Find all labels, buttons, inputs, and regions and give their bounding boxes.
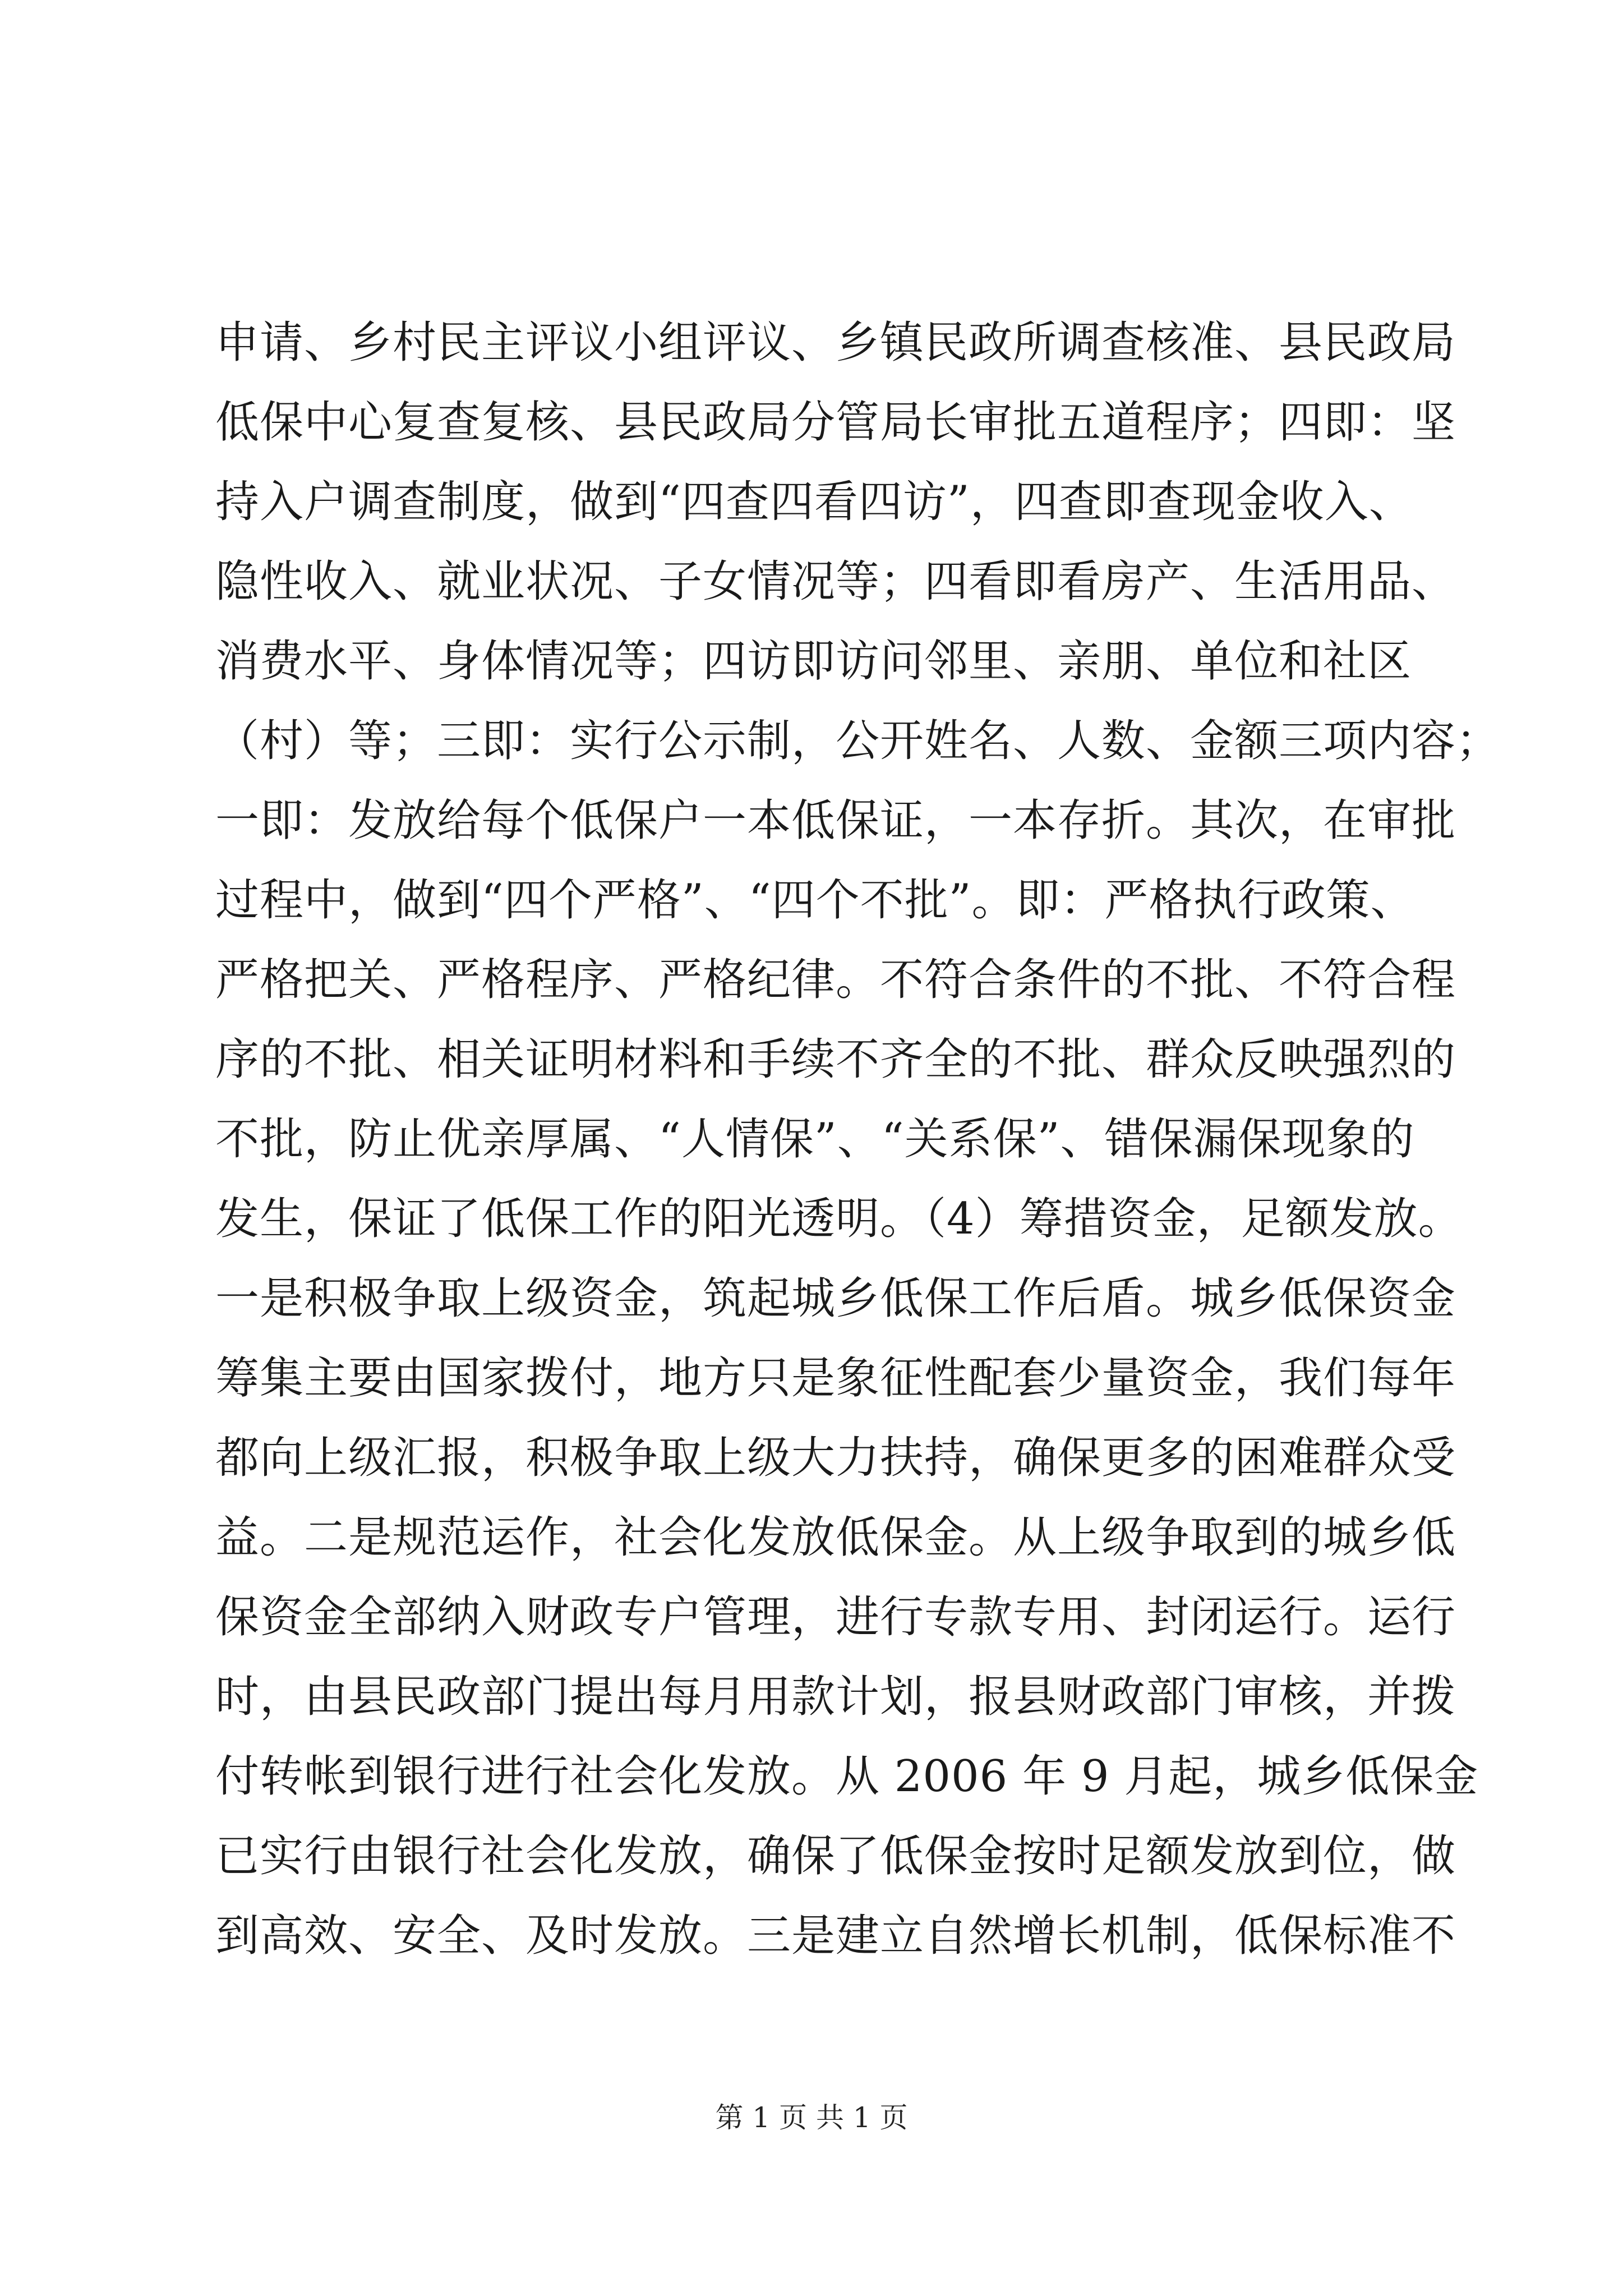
text-line: 消费水平、身体情况等；四访即访问邻里、亲朋、单位和社区 <box>215 636 1412 687</box>
body-text <box>215 303 1501 1976</box>
text-line: （村）等；三即：实行公示制，公开姓名、人数、金额三项内容； <box>215 716 1501 766</box>
text-line: 发生，保证了低保工作的阳光透明。（4）筹措资金，足额发放。 <box>215 1194 1463 1244</box>
text-line: 保资金全部纳入财政专户管理，进行专款专用、封闭运行。运行 <box>215 1592 1456 1642</box>
text-line: 已实行由银行社会化发放，确保了低保金按时足额发放到位，做 <box>215 1831 1456 1881</box>
text-line: 不批，防止优亲厚属、“人情保”、“关系保”、错保漏保现象的 <box>215 1114 1415 1165</box>
text-line: 到高效、安全、及时发放。三是建立自然增长机制，低保标准不 <box>215 1911 1456 1961</box>
text-line: 都向上级汇报，积极争取上级大力扶持，确保更多的困难群众受 <box>215 1433 1456 1483</box>
page-number-label: 第 1 页 共 1 页 <box>715 2101 908 2134</box>
page-footer <box>0 2098 1623 2137</box>
text-line: 申请、乡村民主评议小组评议、乡镇民政所调查核准、县民政局 <box>215 318 1456 368</box>
text-line: 一即：发放给每个低保户一本低保证，一本存折。其次，在审批 <box>215 795 1456 846</box>
text-line: 益。二是规范运作，社会化发放低保金。从上级争取到的城乡低 <box>215 1512 1456 1563</box>
text-line: 低保中心复查复核、县民政局分管局长审批五道程序；四即：坚 <box>215 397 1456 448</box>
text-line: 持入户调查制度，做到“四查四看四访”，四查即查现金收入、 <box>215 477 1413 527</box>
text-line: 筹集主要由国家拨付，地方只是象征性配套少量资金，我们每年 <box>215 1353 1456 1404</box>
text-line: 一是积极争取上级资金，筑起城乡低保工作后盾。城乡低保资金 <box>215 1273 1456 1324</box>
text-line: 付转帐到银行进行社会化发放。从 2006 年 9 月起，城乡低保金 <box>215 1751 1479 1802</box>
text-line: 序的不批、相关证明材料和手续不齐全的不批、群众反映强烈的 <box>215 1034 1456 1085</box>
text-line: 严格把关、严格程序、严格纪律。不符合条件的不批、不符合程 <box>215 955 1456 1005</box>
text-line: 时，由县民政部门提出每月用款计划，报县财政部门审核，并拨 <box>215 1672 1456 1722</box>
text-line: 隐性收入、就业状况、子女情况等；四看即看房产、生活用品、 <box>215 556 1456 607</box>
text-line: 过程中，做到“四个严格”、“四个不批”。即：严格执行政策、 <box>215 875 1415 926</box>
